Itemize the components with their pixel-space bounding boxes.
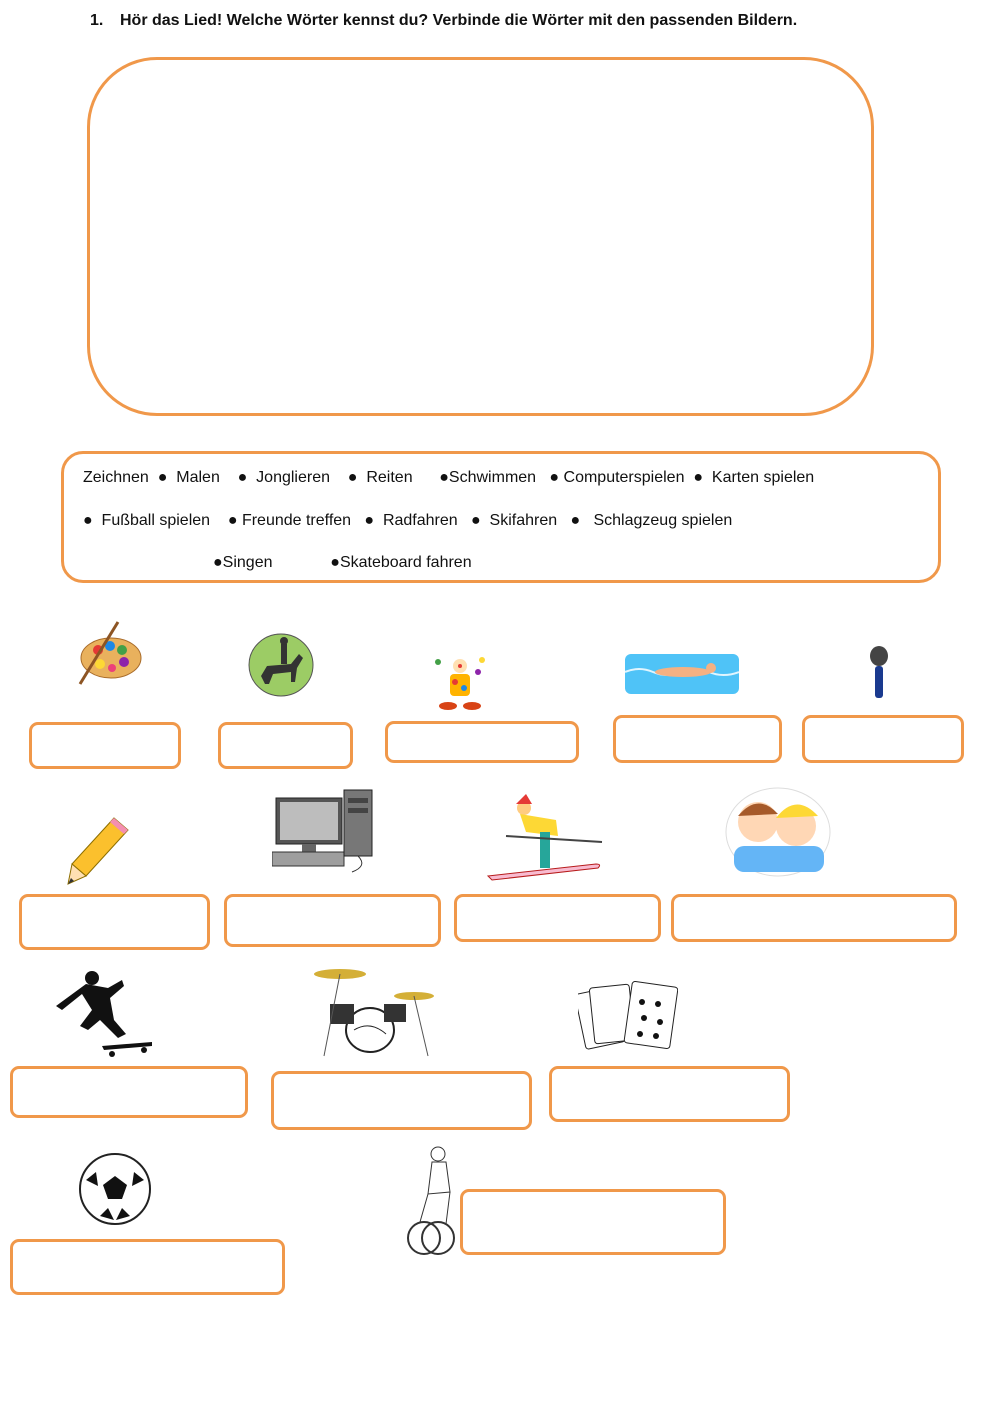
task-number: 1. xyxy=(90,12,104,29)
answer-box-juggling-clown[interactable] xyxy=(385,721,579,763)
answer-box-drum-kit[interactable] xyxy=(271,1071,532,1130)
answer-box-pencil[interactable] xyxy=(19,894,210,950)
answer-input-drum-kit[interactable] xyxy=(274,1074,529,1127)
drum-kit-icon xyxy=(310,964,436,1060)
answer-input-skateboarder[interactable] xyxy=(13,1069,245,1115)
answer-input-palette[interactable] xyxy=(32,725,178,766)
soccer-ball-icon xyxy=(78,1152,152,1226)
answer-input-soccer-ball[interactable] xyxy=(13,1242,282,1292)
task-heading xyxy=(90,12,797,30)
answer-box-microphone[interactable] xyxy=(802,715,964,763)
answer-box-cyclist[interactable] xyxy=(460,1189,726,1255)
answer-input-skier[interactable] xyxy=(457,897,658,939)
answer-input-juggling-clown[interactable] xyxy=(388,724,576,760)
answer-box-friends[interactable] xyxy=(671,894,957,942)
friends-icon xyxy=(724,786,832,878)
answer-box-palette[interactable] xyxy=(29,722,181,769)
juggling-clown-icon xyxy=(430,652,490,712)
task-instruction: Hör das Lied! Welche Wörter kennst du? Verbinde die Wörter mit den passenden Bildern. xyxy=(120,12,798,29)
computer-icon xyxy=(272,788,378,874)
playing-cards-icon xyxy=(578,978,678,1052)
swimmer-icon xyxy=(625,650,739,696)
word-bank-line-2: ● Fußball spielen ● Freunde treffen ● Radfahren ● Skifahren ● Schlagzeug spielen xyxy=(83,512,733,529)
answer-box-computer[interactable] xyxy=(224,894,441,947)
word-bank-line-1: Zeichnen ● Malen ● Jonglieren ● Reiten ●Schwimmen ● Computerspielen ● Karten spielen xyxy=(83,469,815,486)
answer-input-swimmer[interactable] xyxy=(616,718,779,760)
answer-input-microphone[interactable] xyxy=(805,718,961,760)
horse-rider-icon xyxy=(247,632,315,698)
drawing-area[interactable] xyxy=(87,57,874,416)
answer-input-friends[interactable] xyxy=(674,897,954,939)
answer-input-cyclist[interactable] xyxy=(463,1192,723,1252)
answer-box-horse-rider[interactable] xyxy=(218,722,353,769)
answer-input-computer[interactable] xyxy=(227,897,438,944)
microphone-icon xyxy=(866,644,892,702)
answer-box-skier[interactable] xyxy=(454,894,661,942)
pencil-icon xyxy=(66,814,132,886)
word-bank-line-3: ●Singen ●Skateboard fahren xyxy=(213,554,472,571)
word-bank xyxy=(61,451,941,583)
answer-box-soccer-ball[interactable] xyxy=(10,1239,285,1295)
answer-box-skateboarder[interactable] xyxy=(10,1066,248,1118)
skier-icon xyxy=(486,792,604,882)
answer-input-playing-cards[interactable] xyxy=(552,1069,787,1119)
answer-input-horse-rider[interactable] xyxy=(221,725,350,766)
answer-box-swimmer[interactable] xyxy=(613,715,782,763)
palette-icon xyxy=(76,620,144,686)
skateboarder-icon xyxy=(52,970,156,1058)
cyclist-icon xyxy=(402,1142,460,1258)
answer-box-playing-cards[interactable] xyxy=(549,1066,790,1122)
answer-input-pencil[interactable] xyxy=(22,897,207,947)
